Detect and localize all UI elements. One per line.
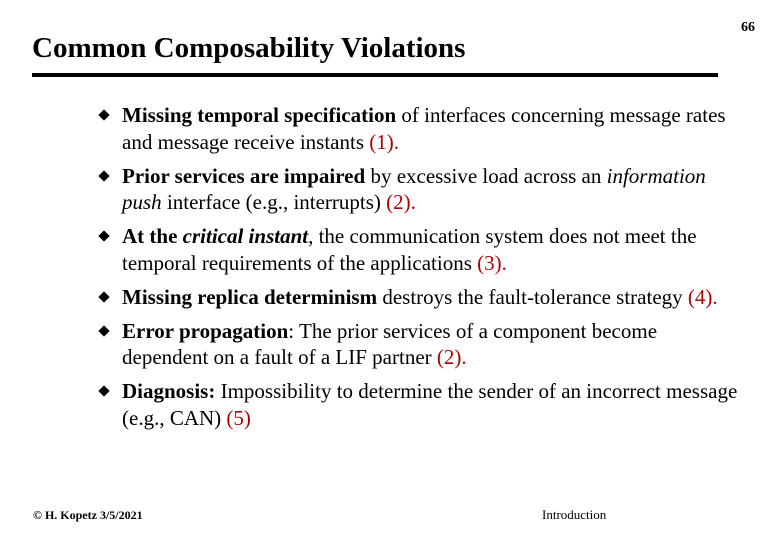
bullet-item-error-propagation <box>100 318 740 371</box>
bullet-italic: critical instant <box>182 224 309 248</box>
page-number: 66 <box>741 20 755 35</box>
reference-number: (4). <box>687 284 718 309</box>
reference-number: (3). <box>477 250 507 275</box>
bullet-text: : The prior services of a component become dependent on a fault of a LIF partner <box>122 318 658 369</box>
reference-number: (1). <box>369 129 399 154</box>
footer-section: Introduction <box>542 507 607 522</box>
bullet-text: by excessive load across an <box>365 163 607 188</box>
bullet-text: of interfaces concerning message rates and message receive instants <box>122 103 726 154</box>
diamond-icon <box>98 109 109 120</box>
bullet-bold-italic <box>183 224 308 248</box>
diamond-icon <box>98 325 109 336</box>
bullet-item-missing-temporal-spec <box>100 102 740 155</box>
bullet-item-diagnosis <box>100 378 740 431</box>
slide-title: Common Composability Violations <box>32 32 466 64</box>
bullet-bold: Diagnosis: <box>122 379 216 403</box>
bullet-text: interface (e.g., interrupts) <box>161 190 387 214</box>
bullet-bold: At the <box>122 224 183 248</box>
diamond-icon <box>98 385 109 396</box>
bullet-bold: Missing replica determinism <box>122 284 378 309</box>
diamond-icon <box>98 170 109 181</box>
bullet-text: , the communication system does not meet the temporal requirements of the applications <box>122 224 697 275</box>
reference-number: (5) <box>226 405 251 430</box>
reference-number: (2). <box>386 190 416 214</box>
bullet-italic: information push <box>122 163 706 214</box>
diamond-icon <box>98 230 109 241</box>
bullet-bold: Error propagation <box>122 318 289 343</box>
bullet-list <box>100 102 740 439</box>
footer-author-date: © H. Kopetz 3/5/2021 <box>33 508 143 522</box>
bullet-text: Impossibility to determine the sender of an incorrect message (e.g., CAN) <box>122 379 738 430</box>
bullet-item-replica-determinism <box>100 284 740 311</box>
bullet-item-prior-services-impaired <box>100 163 740 216</box>
reference-number: (2). <box>436 345 467 369</box>
bullet-text: destroys the fault-tolerance strategy <box>377 284 688 309</box>
bullet-item-critical-instant <box>100 223 740 276</box>
bullet-bold: Missing temporal specification <box>122 103 397 127</box>
diamond-icon <box>98 291 109 302</box>
bullet-bold: Prior services are impaired <box>122 163 366 188</box>
title-rule <box>32 73 718 77</box>
